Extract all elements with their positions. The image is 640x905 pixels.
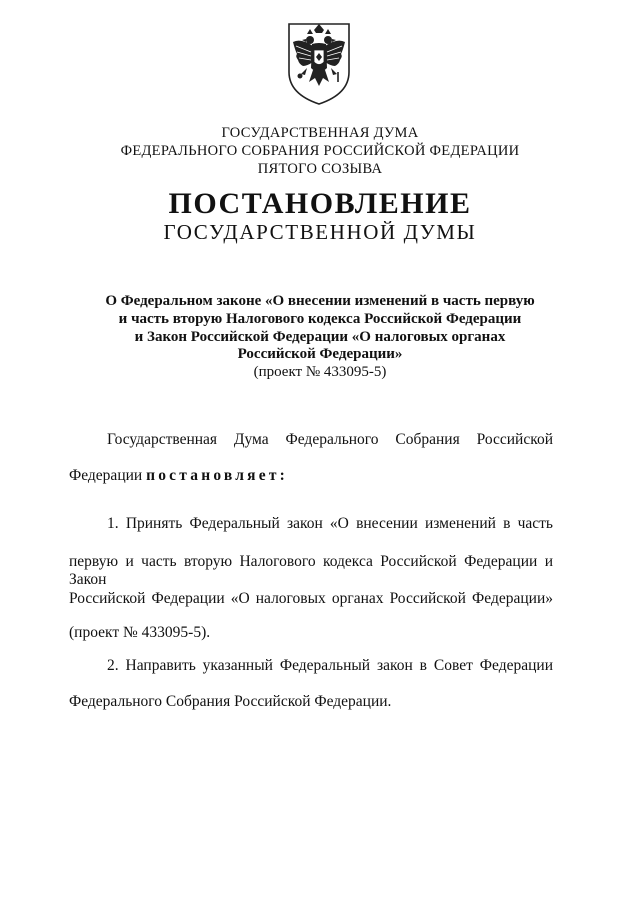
resolves-word: постановляет: [146,467,288,484]
item-2-line-2: Федерального Собрания Российской Федерации. [69,693,392,710]
item-1-line-2: первую и часть вторую Налогового кодекса Российской Федерации и Закон [69,553,553,588]
org-line-1: ГОСУДАРСТВЕННАЯ ДУМА [221,125,419,141]
subject-line-3: и Закон Российской Федерации «О налоговых органах [134,329,506,345]
item-1-line-3: Российской Федерации «О налоговых органах Российской Федерации» [69,590,553,607]
preamble-federation: Федерации [69,467,143,484]
project-number: (проект № 433095-5) [253,364,387,380]
coat-of-arms-icon [283,20,355,106]
subject-line-2: и часть вторую Налогового кодекса Российской Федерации [118,311,522,327]
org-line-2: ФЕДЕРАЛЬНОГО СОБРАНИЯ РОССИЙСКОЙ ФЕДЕРАЦИИ [120,143,520,159]
item-2-line-1: 2. Направить указанный Федеральный закон в Совет Федерации [107,657,553,674]
preamble-line-1: Государственная Дума Федерального Собрания Российской [107,431,553,448]
org-line-3: ПЯТОГО СОЗЫВА [257,161,383,177]
subject-line-4: Российской Федерации» [237,346,403,362]
item-1-line-4: (проект № 433095-5). [69,624,211,641]
document-type-title: ПОСТАНОВЛЕНИЕ [168,187,472,220]
preamble-line-2 [69,467,553,485]
item-1-line-1: 1. Принять Федеральный закон «О внесении изменений в часть [107,515,553,532]
subject-line-1: О Федеральном законе «О внесении изменений в часть первую [105,293,535,309]
document-subtitle: ГОСУДАРСТВЕННОЙ ДУМЫ [163,220,477,244]
